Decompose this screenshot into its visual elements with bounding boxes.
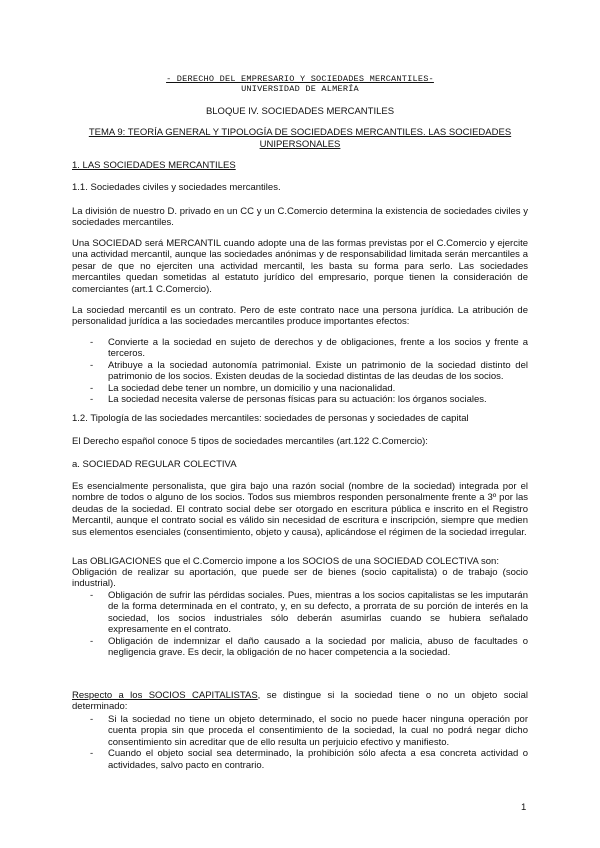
topic-title: TEMA 9: TEORÍA GENERAL Y TIPOLOGÍA DE SOCIEDADES MERCANTILES. LAS SOCIEDADES UNIPERSONALES: [88, 127, 512, 150]
block-title: BLOQUE IV. SOCIEDADES MERCANTILES: [205, 106, 395, 117]
paragraph-colectiva: Es esencialmente personalista, que gira bajo una razón social (nombre de la sociedad) integrada por el nombre de todos o alguno de los socios. Todos sus miembros responden personalmente frente a 3º por las deudas de la sociedad. El contrato social debe ser otorgado en escritura pública e inscrito en el Registro Mercantil, aunque el contrato social es válido sin necesidad de escritura e inscripción, siempre que medien sus elementos esenciales (consentimiento, objeto y causa), aplicándose el régimen de la sociedad irregular.: [72, 481, 528, 538]
list-item: - Obligación de sufrir las pérdidas sociales. Pues, mientras a los socios capitalistas se les imputarán de la forma determinada en el contrato, y, en su defecto, a prorrata de su porción de interés en la sociedad, los socios industriales sólo deberán asumirlas cuando se hubiera señalado expresamente en el contrato.: [72, 590, 528, 636]
subsection-a-heading: a. SOCIEDAD REGULAR COLECTIVA: [72, 459, 237, 470]
paragraph-tipos: El Derecho español conoce 5 tipos de sociedades mercantiles (art.122 C.Comercio):: [72, 436, 428, 447]
header-university: UNIVERSIDAD DE ALMERÍA: [241, 84, 359, 94]
capitalists-intro: , se distingue si la sociedad tiene o no un objeto social determinado:: [72, 690, 528, 713]
header-course-title: - DERECHO DEL EMPRESARIO Y SOCIEDADES MERCANTILES-: [166, 74, 434, 84]
section-1-heading: 1. LAS SOCIEDADES MERCANTILES: [72, 160, 236, 171]
list-item: - Cuando el objeto social sea determinado, la prohibición sólo afecta a esa concreta actividad o actividades, salvo pacto en contrario.: [72, 748, 528, 771]
paragraph-contrato: La sociedad mercantil es un contrato. Pero de este contrato nace una persona jurídica. La atribución de personalidad jurídica a las sociedades mercantiles produce importantes efectos:: [72, 305, 528, 328]
paragraph-obligaciones-intro: Las OBLIGACIONES que el C.Comercio impone a los SOCIOS de una SOCIEDAD COLECTIVA son:: [72, 556, 499, 567]
obligations-list: [72, 590, 528, 658]
page-number: 1: [521, 802, 527, 813]
paragraph-socios-capitalistas: [72, 690, 528, 713]
list-item: - Convierte a la sociedad en sujeto de derechos y de obligaciones, frente a los socios y frente a terceros.: [72, 337, 528, 360]
list-item: - La sociedad necesita valerse de personas físicas para su actuación: los órganos sociales.: [72, 394, 528, 405]
list-item: - Atribuye a la sociedad autonomía patrimonial. Existe un patrimonio de la sociedad distinto del patrimonio de los socios. Existen deudas de la sociedad distintas de las deudas de los socios.: [72, 360, 528, 383]
list-item: - Obligación de indemnizar el daño causado a la sociedad por malicia, abuso de facultades o negligencia grave. Es decir, la obligación de no hacer competencia a la sociedad.: [72, 636, 528, 659]
paragraph-sociedad-mercantil: Una SOCIEDAD será MERCANTIL cuando adopte una de las formas previstas por el C.Comercio y ejercite una actividad mercantil, aunque las sociedades anónimas y de responsabilidad limitada serán mercantiles a pesar de que no ejerciten una actividad mercantil, les basta su forma para serlo. Las sociedades mercantiles quedan sometidas al estatuto jurídico del empresario, porque tienen la consideración de comerciantes (art.1 C.Comercio).: [72, 238, 528, 295]
section-1-1-heading: 1.1. Sociedades civiles y sociedades mercantiles.: [72, 182, 281, 193]
list-item: - Si la sociedad no tiene un objeto determinado, el socio no puede hacer ninguna operación por cuenta propia sin que proceda el consentimiento de la sociedad, la cual no podrá negar dicho consentimiento sin acreditar que de ello resulta un perjuicio efectivo y manifiesto.: [72, 714, 528, 748]
section-1-2-heading: 1.2. Tipología de las sociedades mercantiles: sociedades de personas y sociedades de capital: [72, 413, 469, 424]
capitalists-list: [72, 714, 528, 771]
paragraph-civil-mercantile: La división de nuestro D. privado en un CC y un C.Comercio determina la existencia de sociedades civiles y sociedades mercantiles.: [72, 206, 528, 229]
paragraph-aportacion: Obligación de realizar su aportación, que puede ser de bienes (socio capitalista) o de trabajo (socio industrial).: [72, 567, 528, 590]
list-item: - La sociedad debe tener un nombre, un domicilio y una nacionalidad.: [72, 383, 528, 394]
effects-list: [72, 337, 528, 405]
capitalists-heading: Respecto a los SOCIOS CAPITALISTAS: [72, 690, 258, 701]
